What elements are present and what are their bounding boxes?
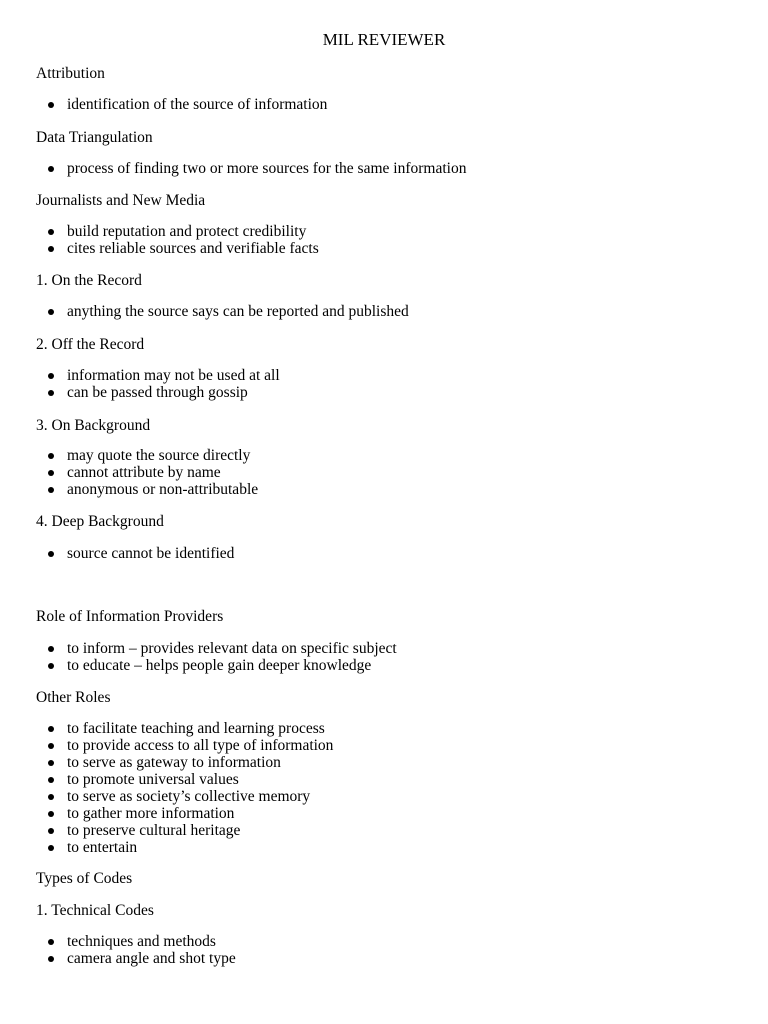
list-item xyxy=(46,240,319,257)
bullet-icon xyxy=(48,743,54,749)
bullet-list xyxy=(46,160,466,177)
list-item-text: to gather more information xyxy=(67,805,235,822)
list-item-text: cites reliable sources and verifiable facts xyxy=(67,240,319,257)
list-item-text: source cannot be identified xyxy=(67,545,235,562)
document-title: MIL REVIEWER xyxy=(322,30,446,49)
list-item xyxy=(46,754,333,771)
list-item xyxy=(46,737,333,754)
bullet-icon xyxy=(48,646,54,652)
list-item-text: to facilitate teaching and learning process xyxy=(67,720,325,737)
bullet-icon xyxy=(48,726,54,732)
bullet-icon xyxy=(48,845,54,851)
list-item-text: identification of the source of information xyxy=(67,96,328,113)
list-item-text: camera angle and shot type xyxy=(67,950,236,967)
bullet-list xyxy=(46,223,319,257)
section-heading: Attribution xyxy=(36,65,105,82)
bullet-icon xyxy=(48,229,54,235)
bullet-icon xyxy=(48,794,54,800)
list-item xyxy=(46,822,333,839)
list-item-text: to promote universal values xyxy=(67,771,239,788)
list-item-text: techniques and methods xyxy=(67,933,216,950)
bullet-icon xyxy=(48,811,54,817)
bullet-list xyxy=(46,640,397,674)
list-item-text: to serve as society’s collective memory xyxy=(67,788,311,805)
bullet-icon xyxy=(48,390,54,396)
list-item-text: may quote the source directly xyxy=(67,447,251,464)
bullet-icon xyxy=(48,777,54,783)
list-item xyxy=(46,950,236,967)
list-item xyxy=(46,805,333,822)
list-item-text: cannot attribute by name xyxy=(67,464,221,481)
bullet-icon xyxy=(48,102,54,108)
list-item-text: to educate – helps people gain deeper knowledge xyxy=(67,657,372,674)
list-item xyxy=(46,160,466,177)
list-item xyxy=(46,96,327,113)
bullet-icon xyxy=(48,453,54,459)
bullet-icon xyxy=(48,828,54,834)
list-item xyxy=(46,788,333,805)
list-item-text: anything the source says can be reported and published xyxy=(67,303,409,320)
section-heading: 1. On the Record xyxy=(36,272,142,289)
bullet-icon xyxy=(48,939,54,945)
section-heading: Other Roles xyxy=(36,689,111,706)
list-item-text: to preserve cultural heritage xyxy=(67,822,241,839)
list-item-text: can be passed through gossip xyxy=(67,384,248,401)
section-heading: 2. Off the Record xyxy=(36,336,145,353)
bullet-list xyxy=(46,720,333,856)
bullet-list xyxy=(46,545,234,562)
list-item-text: build reputation and protect credibility xyxy=(67,223,307,240)
list-item xyxy=(46,545,234,562)
list-item xyxy=(46,839,333,856)
bullet-icon xyxy=(48,760,54,766)
section-heading: Types of Codes xyxy=(36,870,133,887)
list-item-text: to inform – provides relevant data on specific subject xyxy=(67,640,397,657)
bullet-icon xyxy=(48,246,54,252)
list-item-text: to provide access to all type of information xyxy=(67,737,334,754)
list-item xyxy=(46,933,236,950)
bullet-icon xyxy=(48,470,54,476)
bullet-icon xyxy=(48,551,54,557)
bullet-icon xyxy=(48,487,54,493)
list-item-text: to entertain xyxy=(67,839,138,856)
list-item xyxy=(46,223,319,240)
list-item xyxy=(46,303,409,320)
list-item xyxy=(46,447,258,464)
list-item xyxy=(46,771,333,788)
section-heading: Role of Information Providers xyxy=(36,608,224,625)
list-item-text: to serve as gateway to information xyxy=(67,754,281,771)
bullet-list xyxy=(46,367,280,401)
section-heading: Journalists and New Media xyxy=(36,192,206,209)
section-heading: 3. On Background xyxy=(36,417,151,434)
list-item xyxy=(46,640,397,657)
list-item xyxy=(46,720,333,737)
bullet-list xyxy=(46,447,258,498)
section-heading: 4. Deep Background xyxy=(36,513,164,530)
bullet-list xyxy=(46,303,409,320)
list-item xyxy=(46,367,280,384)
bullet-icon xyxy=(48,309,54,315)
bullet-icon xyxy=(48,373,54,379)
list-item xyxy=(46,384,280,401)
list-item-text: process of finding two or more sources for the same information xyxy=(67,160,467,177)
list-item xyxy=(46,657,397,674)
bullet-icon xyxy=(48,166,54,172)
list-item-text: anonymous or non-attributable xyxy=(67,481,259,498)
list-item xyxy=(46,464,258,481)
section-heading: Data Triangulation xyxy=(36,129,153,146)
bullet-icon xyxy=(48,663,54,669)
list-item xyxy=(46,481,258,498)
bullet-list xyxy=(46,933,236,967)
section-heading: 1. Technical Codes xyxy=(36,902,154,919)
list-item-text: information may not be used at all xyxy=(67,367,280,384)
bullet-icon xyxy=(48,956,54,962)
bullet-list xyxy=(46,96,327,113)
